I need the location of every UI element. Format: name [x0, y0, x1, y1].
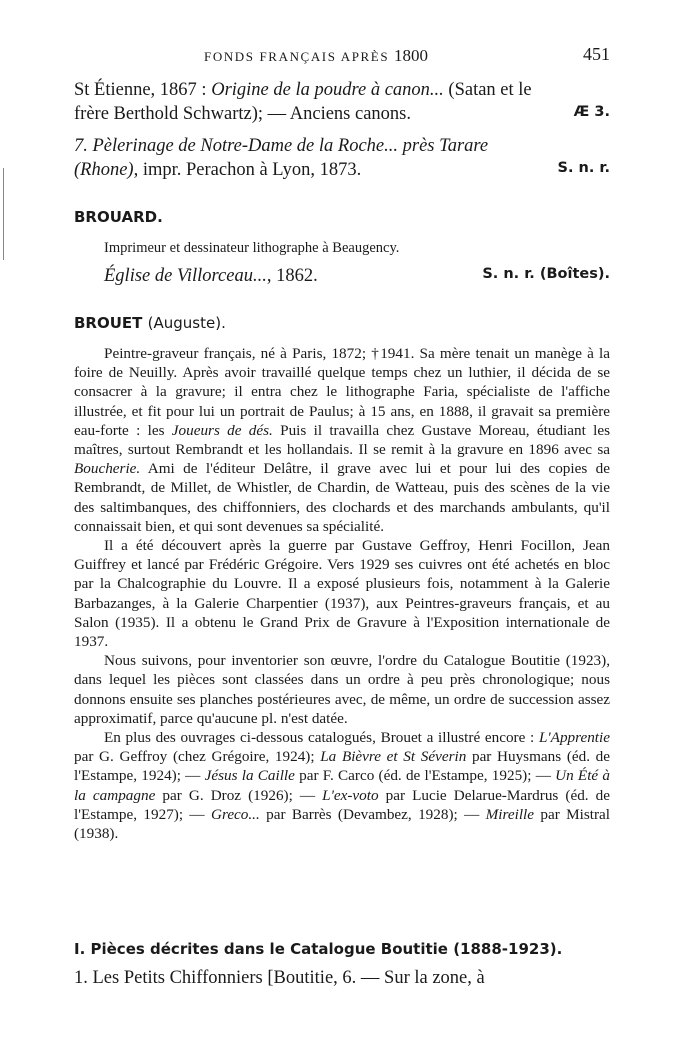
running-title: FONDS FRANÇAIS APRÈS 1800 [204, 46, 429, 65]
collection-ref: Æ 3. [573, 104, 610, 120]
item-7-ref: S. n. r. [557, 160, 610, 176]
biography-body [74, 344, 610, 843]
paragraph-3: Nous suivons, pour inventorier son œuvre, l'ordre du Catalogue Boutitie (1923), dans lequel les pièces sont classées dans un ordre à peu près chronologique; nous donnons ensuite ses planches postérieures avec, de même, un ordre de succession assez approximatif, parce qu'aucune pl. n'est datée. [74, 652, 610, 727]
entry-line-2: frère Berthold Schwartz); — Anciens canons. Æ 3. [74, 104, 610, 124]
artist-heading-brouard: BROUARD. [74, 208, 163, 226]
running-year: 1800 [394, 46, 429, 65]
paragraph-1: Peintre-graveur français, né à Paris, 1872; †1941. Sa mère tenait un manège à la foire de Neuilly. Après avoir travaillé quelque temps chez un luthier, il décida de se consacrer à la gravure; il entra chez le lithographe Faria, spécialiste de l'affiche illustrée, et fit pour lui un portrait de Paulus; à 15 ans, en 1888, il gravait sa première eau-forte : les Joueurs de dés. Puis il travailla chez Gustave Moreau, étudiant les maîtres, surtout Rembrandt et les hollandais. Il se remit à la gravure en 1896 avec sa Boucherie. Ami de l'éditeur Delâtre, il grave avec lui et pour lui des copies de Rembrandt, de Millet, de Whistler, de Chardin, de Watteau, puis des scènes de la vie des saltimbanques, des chiffonniers, des clochards et des marchands ambulants, qu'il connaissait bien, et qui sont devenues sa spécialité. [74, 345, 610, 535]
item-7-line-1: 7. Pèlerinage de Notre-Dame de la Roche... près Tarare [74, 136, 489, 156]
running-header [74, 44, 610, 70]
artist-heading-brouet: BROUET (Auguste). [74, 314, 226, 332]
item-7-line-2: (Rhone), impr. Perachon à Lyon, 1873. S. n. r. [74, 160, 610, 180]
section-heading: I. Pièces décrites dans le Catalogue Boutitie (1888-1923). [74, 940, 563, 958]
catalogue-entry-1: 1. Les Petits Chiffonniers [Boutitie, 6. — Sur la zone, à [74, 968, 485, 988]
brouard-work-line: Église de Villorceau..., 1862. S. n. r. (Boîtes). [104, 266, 610, 286]
artist-description-brouard: Imprimeur et dessinateur lithographe à Beaugency. [104, 240, 400, 256]
entry-line-1: St Étienne, 1867 : Origine de la poudre à canon... (Satan et le [74, 80, 532, 100]
paragraph-2: Il a été découvert après la guerre par Gustave Geffroy, Henri Focillon, Jean Guiffrey et lancé par Frédéric Grégoire. Vers 1929 ses cuivres ont été achetés en bloc par la Chalcographie du Louvre. Il a exposé plusieurs fois, notamment à la Galerie Barbazanges, à la Galerie Charpentier (1937), aux Peintres-graveurs français, et au Salon (1935). Il a obtenu le Grand Prix de Gravure à l'Exposition internationale de 1937. [74, 537, 610, 651]
margin-mark [3, 168, 4, 260]
page-number: 451 [583, 44, 610, 64]
paragraph-4: En plus des ouvrages ci-dessous catalogués, Brouet a illustré encore : L'Apprentie par G. Geffroy (chez Grégoire, 1924); La Bièvre et St Séverin par Huysmans (éd. de l'Estampe, 1924); — Jésus la Caille par F. Carco (éd. de l'Estampe, 1925); — Un Été à la campagne par G. Droz (1926); — L'ex-voto par Lucie Delarue-Mardrus (éd. de l'Estampe, 1927); — Greco... par Barrès (Devambez, 1928); — Mireille par Mistral (1938). [74, 729, 611, 843]
brouard-work-ref: S. n. r. (Boîtes). [482, 266, 610, 282]
